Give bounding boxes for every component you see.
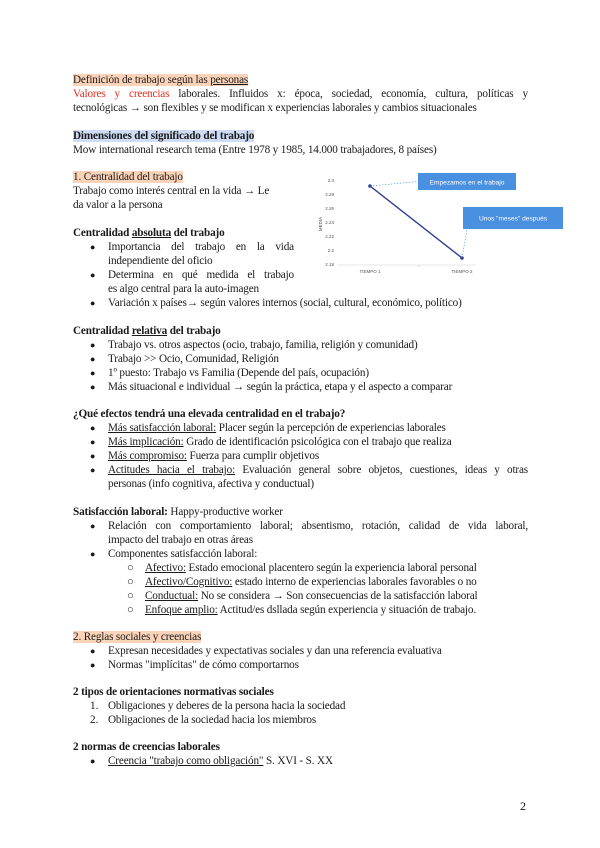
orientaciones-item-1: Obligaciones y deberes de la persona hacia la sociedad bbox=[108, 700, 346, 712]
bullet-icon: ● bbox=[90, 465, 96, 475]
relativa-heading: Centralidad relativa del trabajo bbox=[73, 325, 221, 337]
y-tick-label: 2.22 bbox=[325, 234, 334, 239]
efectos-item-3: Más compromiso: Fuerza para cumplir objetivos bbox=[108, 450, 320, 462]
list-number: 1. bbox=[90, 700, 99, 712]
y-tick-label: 2.24 bbox=[325, 220, 334, 225]
satisfaccion-item-1: Relación con comportamiento laboral; absentismo, rotación, calidad de vida laboral, bbox=[108, 520, 528, 532]
y-tick-label: 2.28 bbox=[325, 192, 334, 197]
bullet-icon: ● bbox=[90, 437, 96, 447]
bullet-icon: ● bbox=[90, 423, 96, 433]
relativa-item-3: 1º puesto: Trabajo vs Familia (Depende del país, ocupación) bbox=[108, 367, 369, 379]
componente-afectivo: Afectivo: Estado emocional placentero según la experiencia laboral personal bbox=[145, 562, 477, 574]
bullet-icon: ● bbox=[90, 660, 96, 670]
bullet-icon: ● bbox=[90, 756, 96, 766]
componente-conductual: Conductual: No se considera → Son consecuencias de la satisfacción laboral bbox=[145, 590, 478, 602]
satisfaccion-item-2: Componentes satisfacción laboral: bbox=[108, 548, 258, 560]
relativa-item-4: Más situacional e individual → según la práctica, etapa y el aspecto a comparar bbox=[108, 381, 453, 393]
y-tick-label: 2.2 bbox=[327, 248, 334, 253]
absoluta-item-2: Determina en qué medida el trabajo bbox=[108, 269, 294, 281]
bullet-icon: ● bbox=[90, 270, 96, 280]
normas-heading: 2 normas de creencias laborales bbox=[73, 741, 220, 753]
y-tick-label: 2.26 bbox=[325, 206, 334, 211]
absoluta-heading: Centralidad absoluta del trabajo bbox=[73, 227, 225, 239]
callout-text: Unos "meses" después bbox=[478, 215, 548, 223]
componente-enfoque-amplio: Enfoque amplio: Actitud/es dsllada según experiencia y situación de trabajo. bbox=[145, 604, 476, 616]
bullet-icon: ● bbox=[90, 382, 96, 392]
bullet-icon: ● bbox=[90, 451, 96, 461]
efectos-item-2: Más implicación: Grado de identificación psicológica con el trabajo que realiza bbox=[108, 436, 452, 448]
x-tick-label: TIEMPO 1 bbox=[359, 269, 381, 274]
orientaciones-heading: 2 tipos de orientaciones normativas sociales bbox=[73, 686, 274, 698]
bullet-icon: ● bbox=[90, 368, 96, 378]
orientaciones-item-2: Obligaciones de la sociedad hacia los miembros bbox=[108, 714, 317, 726]
componente-afectivo-cognitivo: Afectivo/Cognitivo: estado interno de experiencias laborales favorables o no bbox=[145, 576, 477, 588]
centralidad-desc-1: Trabajo como interés central en la vida → Le bbox=[73, 185, 270, 197]
bullet-icon: ● bbox=[90, 646, 96, 656]
centralidad-line-chart bbox=[308, 172, 566, 282]
dimensiones-heading: Dimensiones del significado del trabajo bbox=[73, 130, 255, 142]
centralidad-heading: 1. Centralidad del trabajo bbox=[73, 171, 183, 183]
circle-bullet-icon: ○ bbox=[127, 576, 134, 588]
callout-leader bbox=[370, 182, 418, 187]
bullet-icon: ● bbox=[90, 242, 96, 252]
intro-line-1: Valores y creencias laborales. Influidos x: época, sociedad, economía, cultura, políticas y bbox=[73, 88, 528, 100]
bullet-icon: ● bbox=[90, 549, 96, 559]
circle-bullet-icon: ○ bbox=[127, 604, 134, 616]
x-tick-label: TIEMPO 2 bbox=[451, 269, 473, 274]
y-tick-label: 2.18 bbox=[325, 262, 334, 267]
intro-line-2: tecnológicas → son flexibles y se modifican x experiencias laborales y cambios situacionales bbox=[73, 102, 477, 114]
absoluta-item-2-cont: es algo central para la auto-imagen bbox=[108, 283, 259, 295]
y-tick-label: 2.3 bbox=[327, 178, 334, 183]
absoluta-item-1: Importancia del trabajo en la vida bbox=[108, 241, 294, 253]
efectos-heading: ¿Qué efectos tendrá una elevada centralidad en el trabajo? bbox=[73, 408, 346, 420]
intro-title: Definición de trabajo según las personas bbox=[73, 74, 249, 86]
page-number: 2 bbox=[520, 799, 526, 813]
absoluta-item-3: Variación x países→ según valores internos (social, cultural, económico, político) bbox=[108, 297, 462, 309]
list-number: 2. bbox=[90, 714, 99, 726]
efectos-item-4-cont: personas (info cognitiva, afectiva y conductual) bbox=[108, 478, 314, 490]
reglas-item-2: Normas "implícitas" de cómo comportarnos bbox=[108, 659, 299, 671]
bullet-icon: ● bbox=[90, 298, 96, 308]
reglas-heading: 2. Reglas sociales y creencias bbox=[73, 631, 202, 643]
dimensiones-subtitle: Mow international research tema (Entre 1978 y 1985, 14.000 trabajadores, 8 países) bbox=[73, 144, 437, 156]
efectos-item-4: Actitudes hacia el trabajo: Evaluación general sobre objetos, cuestiones, ideas y otras bbox=[108, 464, 529, 476]
circle-bullet-icon: ○ bbox=[127, 562, 134, 574]
bullet-icon: ● bbox=[90, 521, 96, 531]
satisfaccion-heading: Satisfacción laboral: Happy-productive worker bbox=[73, 506, 283, 518]
bullet-icon: ● bbox=[90, 354, 96, 364]
absoluta-item-1-cont: independiente del oficio bbox=[108, 255, 213, 267]
satisfaccion-item-1-cont: impacto del trabajo en otras áreas bbox=[108, 534, 253, 546]
callout-text: Empezamos en el trabajo bbox=[429, 179, 505, 187]
circle-bullet-icon: ○ bbox=[127, 590, 134, 602]
normas-item-1: Creencia "trabajo como obligación" S. XVI - S. XX bbox=[108, 755, 333, 767]
relativa-item-1: Trabajo vs. otros aspectos (ocio, trabajo, familia, religión y comunidad) bbox=[108, 339, 418, 351]
centralidad-desc-2: da valor a la persona bbox=[73, 199, 163, 211]
y-axis-label: MEDIA bbox=[318, 216, 323, 232]
callout-leader bbox=[462, 229, 467, 258]
efectos-item-1: Más satisfacción laboral: Placer según la percepción de experiencias laborales bbox=[108, 422, 446, 434]
bullet-icon: ● bbox=[90, 340, 96, 350]
relativa-item-2: Trabajo >> Ocio, Comunidad, Religión bbox=[108, 353, 279, 365]
reglas-item-1: Expresan necesidades y expectativas sociales y dan una referencia evaluativa bbox=[108, 645, 442, 657]
series-line bbox=[370, 186, 462, 258]
